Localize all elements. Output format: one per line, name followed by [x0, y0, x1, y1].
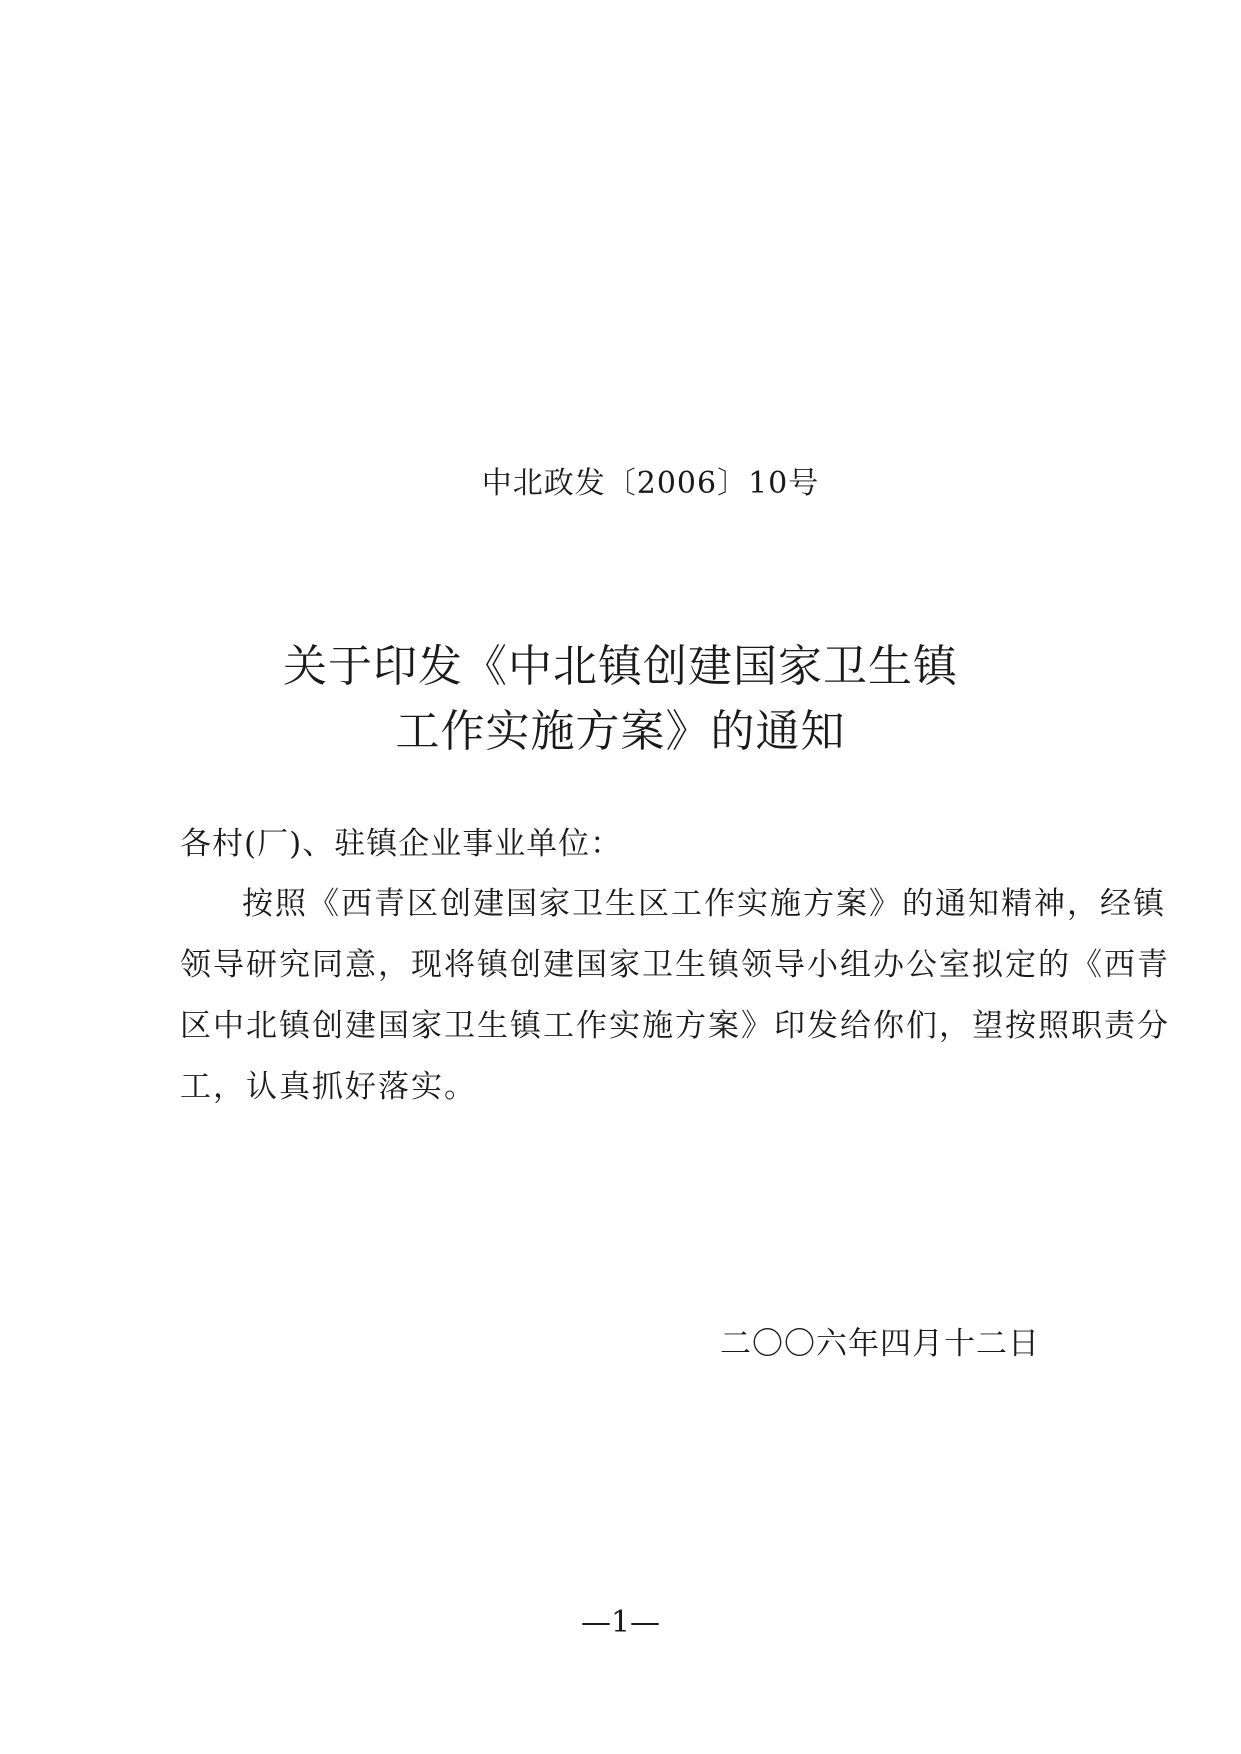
document-title-line-1: 关于印发《中北镇创建国家卫生镇: [283, 641, 958, 692]
body-line-2: 领导研究同意，现将镇创建国家卫生镇领导小组办公室拟定的《西青: [180, 947, 1170, 983]
body-line-3: 区中北镇创建国家卫生镇工作实施方案》印发给你们，望按照职责分: [180, 1008, 1170, 1044]
body-line-4: 工，认真抓好落实。: [180, 1069, 477, 1105]
salutation: 各村(厂)、驻镇企业事业单位：: [180, 826, 623, 862]
page-number: —1—: [580, 1605, 661, 1640]
document-number: 中北政发〔2006〕10号: [481, 466, 820, 501]
document-title-line-2: 工作实施方案》的通知: [395, 706, 846, 757]
issue-date: 二〇〇六年四月十二日: [720, 1326, 1040, 1362]
body-line-1: 按照《西青区创建国家卫生区工作实施方案》的通知精神，经镇: [242, 886, 1166, 922]
